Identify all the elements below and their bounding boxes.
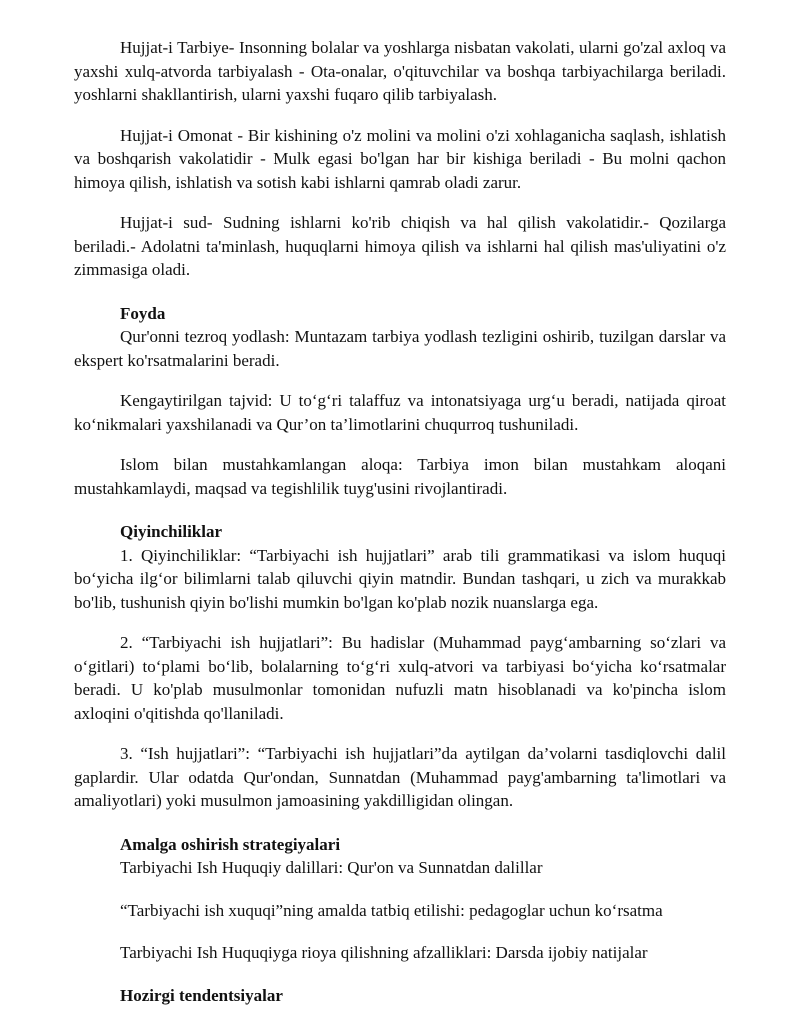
heading-amalga-oshirish: Amalga oshirish strategiyalari: [120, 834, 341, 854]
heading-hozirgi-tendentsiyalar: Hozirgi tendentsiyalar: [120, 985, 283, 1005]
paragraph-foyda-1: Qur'onni tezroq yodlash: Muntazam tarbiya yodlash tezligini oshirib, tuzilgan darslar va ekspert ko'rsatmalarini beradi.: [74, 327, 726, 370]
strategy-line-2: “Tarbiyachi ish xuquqi”ning amalda tatbiq etilishi: pedagoglar uchun ko‘rsatma: [120, 900, 663, 920]
paragraph-foyda-2: Kengaytirilgan tajvid: U to‘g‘ri talaffuz va intonatsiyaga urg‘u beradi, natijada qiroat ko‘nikmalari yaxshilanadi va Qur’on ta’limotlarini chuqurroq tushuniladi.: [74, 391, 726, 434]
paragraph-qiyinchiliklar-2: 2. “Tarbiyachi ish hujjatlari”: Bu hadislar (Muhammad payg‘ambarning so‘zlari va o‘gitlari) to‘plami bo‘lib, bolalarning to‘g‘ri xulq-atvori va tarbiyasi bo‘yicha ko‘rsatmalar beradi. U ko'plab musulmonlar tomonidan nufuzli matn hisoblanadi va ko'pincha islom axloqini o'qitishda qo'llaniladi.: [74, 633, 726, 723]
heading-qiyinchiliklar: Qiyinchiliklar: [120, 522, 223, 541]
strategy-line-3: Tarbiyachi Ish Huquqiyga rioya qilishning afzalliklari: Darsda ijobiy natijalar: [120, 943, 648, 962]
paragraph-hujjat-sud: Hujjat-i sud- Sudning ishlarni ko'rib chiqish va hal qilish vakolatidir.- Qozilarga beriladi.- Adolatni ta'minlash, huquqlarni himoya qilish va ishlarni hal qilish mas'uliyatini o'z zimmasiga oladi.: [74, 213, 726, 279]
paragraph-qiyinchiliklar-3: 3. “Ish hujjatlari”: “Tarbiyachi ish hujjatlari”da aytilgan da’volarni tasdiqlovchi dalil gaplardir. Ular odatda Qur'ondan, Sunnatdan (Muhammad payg'ambarning ta'limotlari va amaliyotlari) yoki musulmon jamoasining yakdilligidan olingan.: [74, 744, 726, 810]
heading-foyda: Foyda: [120, 303, 166, 323]
paragraph-hujjat-tarbiye: Hujjat-i Tarbiye- Insonning bolalar va yoshlarga nisbatan vakolati, ularni go'zal axloq va yaxshi xulq-atvorda tarbiyalash - Ota-onalar, o'qituvchilar va boshqa tarbiyachilarga beriladi. yoshlarni shakllantirish, ularni yaxshi fuqaro qilib tarbiyalash.: [74, 38, 726, 104]
paragraph-qiyinchiliklar-1: 1. Qiyinchiliklar: “Tarbiyachi ish hujjatlari” arab tili grammatikasi va islom huquqi bo‘yicha ilg‘or bilimlarni talab qiluvchi qiyin matndir. Bundan tashqari, u zich va murakkab bo'lib, tushunish qiyin bo'lishi mumkin bo'lgan ko'plab nozik nuanslarga ega.: [74, 545, 726, 612]
paragraph-foyda-3: Islom bilan mustahkamlangan aloqa: Tarbiya imon bilan mustahkam aloqani mustahkamlaydi, maqsad va tegishlilik tuyg'usini rivojlantiradi.: [74, 455, 726, 498]
strategy-line-1: Tarbiyachi Ish Huquqiy dalillari: Qur'on va Sunnatdan dalillar: [120, 858, 543, 877]
paragraph-hujjat-omonat: Hujjat-i Omonat - Bir kishining o'z molini va molini o'zi xohlaganicha saqlash, ishlatish va boshqarish vakolatidir - Mulk egasi bo'lgan har bir kishiga beriladi - Bu molni qachon himoya qilish, ishlatish va sotish kabi ishlarni qamrab oladi zarur.: [74, 125, 726, 192]
